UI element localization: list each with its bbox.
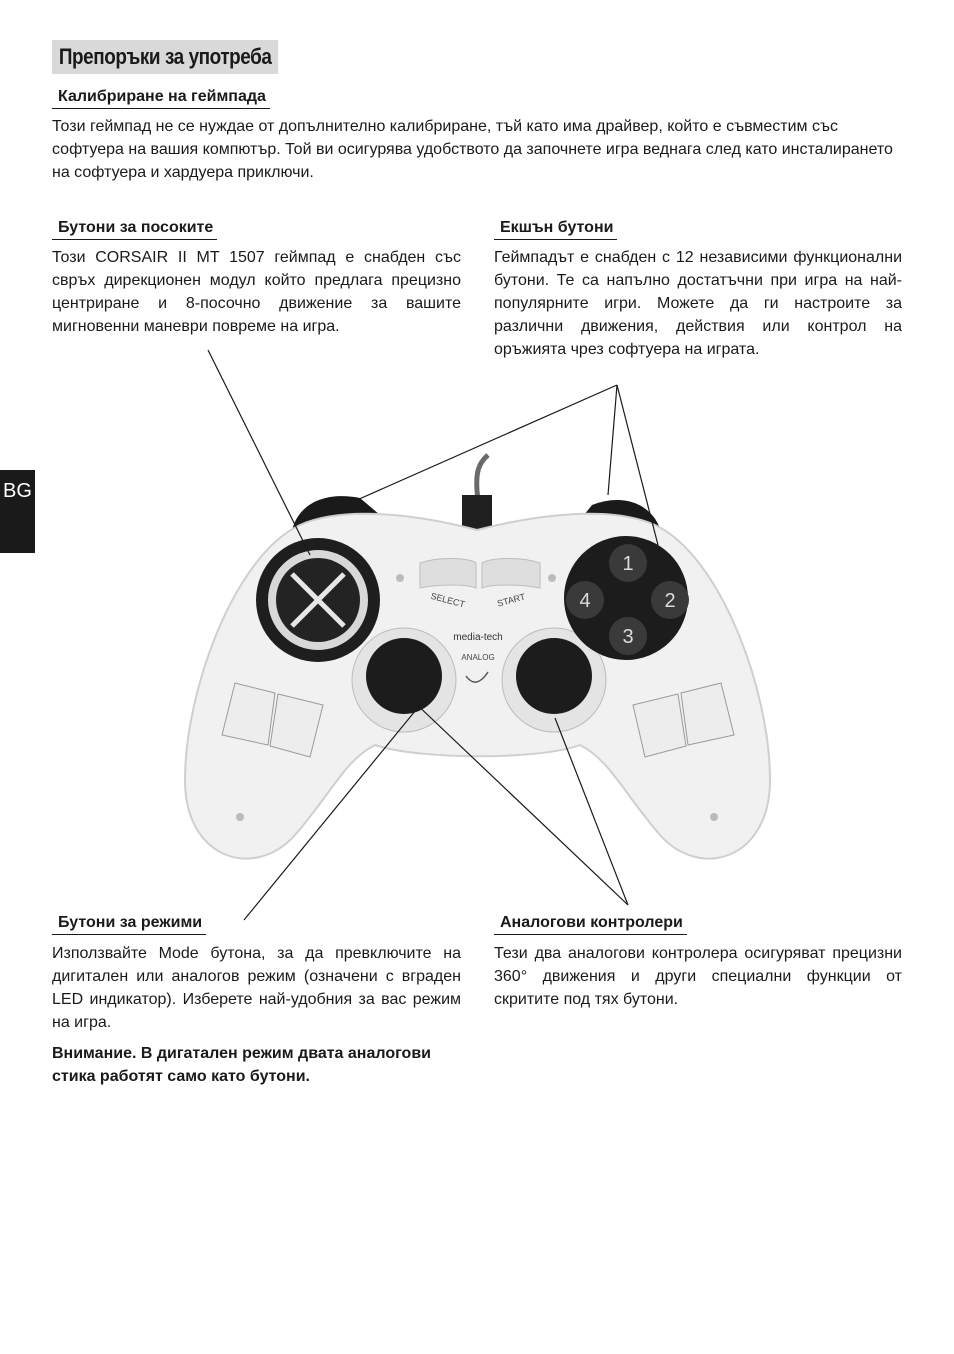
calibration-text: Този геймпад не се нуждае от допълнително калибриране, тъй като има драйвер, който е съвместим със софтуера на вашия компютър. Той ви осигурява удобството да започнете игра веднага след като инсталирането на софтуера и хардуера приключи. <box>52 118 893 181</box>
screw-top-right-icon <box>548 574 556 582</box>
callout-action-shoulder-left <box>357 385 617 500</box>
analog-label: ANALOG <box>461 653 495 662</box>
action-heading: Екшън бутони <box>494 218 617 240</box>
screw-top-left-icon <box>396 574 404 582</box>
left-analog-stick <box>366 638 442 714</box>
direction-text: Този CORSAIR II MT 1507 геймпад е снабден със свръх дирекционен модул който предлага прецизно центриране и 8-посочно движение за вашите мигновенни маневри повреме на игра. <box>52 249 461 335</box>
modes-warning: Внимание. В дигатален режим двата аналогови стика работят само като бутони. <box>52 1045 431 1085</box>
analog-text: Тези два аналогови контролера осигуряват прецизни 360° движения и други специални функции от скритите под тях бутони. <box>494 945 902 1008</box>
action-text: Геймпадът е снабден с 12 независими функционални бутони. Те са напълно достатъчни при игра на най-популярните игри. Можете да ги настроите за различни движения, действия или контрол на оръжията чрез софтуера на играта. <box>494 249 902 358</box>
screw-right-icon <box>710 813 718 821</box>
brand-label: media-tech <box>453 632 503 643</box>
calibration-heading: Калибриране на геймпада <box>52 87 270 109</box>
start-label: START <box>496 591 527 609</box>
screw-left-icon <box>236 813 244 821</box>
action-button-4-label: 4 <box>579 590 591 612</box>
action-button-2-label: 2 <box>664 590 676 612</box>
right-analog-stick <box>516 638 592 714</box>
select-label: SELECT <box>429 590 466 610</box>
modes-text: Използвайте Mode бутона, за да превключите на дигитален или аналогов режим (означени с вграден LED индикатор). Изберете най-удобния за вас режим на игра. <box>52 945 461 1031</box>
modes-heading: Бутони за режими <box>52 913 206 935</box>
callout-action-shoulder-right <box>608 385 617 495</box>
analog-heading: Аналогови контролери <box>494 913 687 935</box>
action-button-1-label: 1 <box>622 553 634 575</box>
language-code: BG <box>3 480 32 502</box>
start-button <box>482 558 540 588</box>
direction-heading: Бутони за посоките <box>52 218 217 240</box>
page-title: Препоръки за употреба <box>52 40 278 74</box>
action-button-3-label: 3 <box>622 626 634 648</box>
select-button <box>420 558 476 588</box>
gamepad-cable-top <box>477 455 488 500</box>
callout-direction <box>208 350 310 555</box>
